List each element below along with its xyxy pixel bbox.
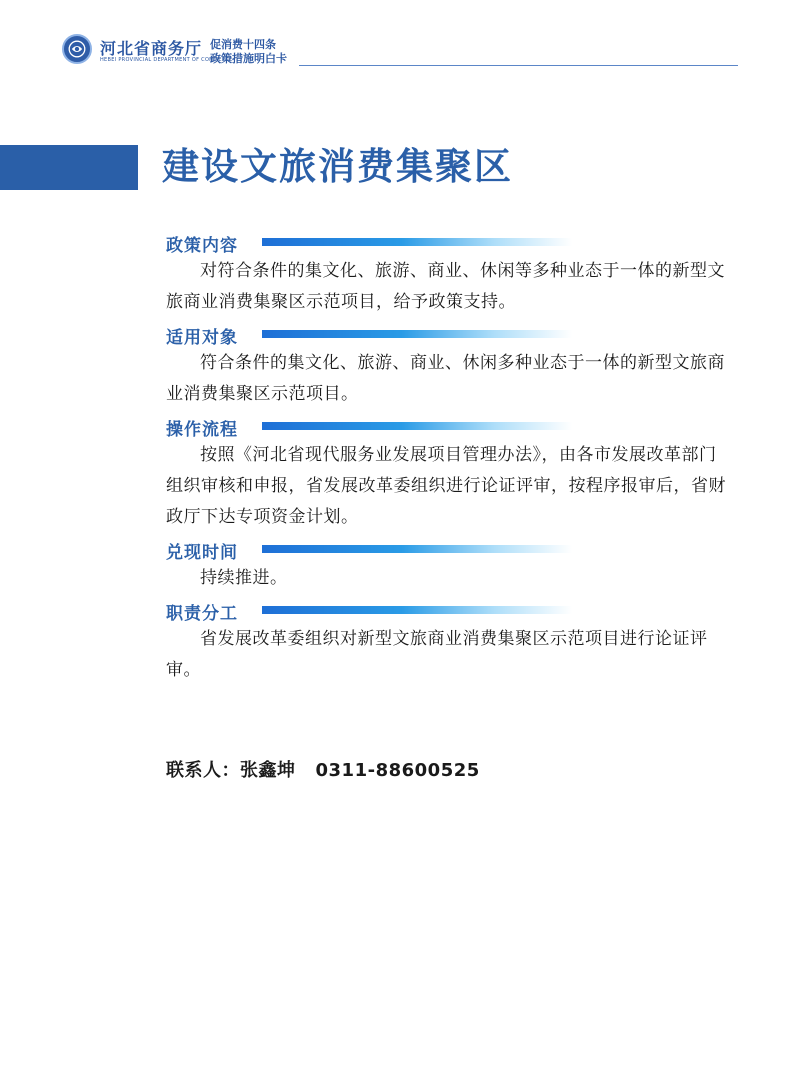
section-responsibilities [166, 596, 726, 686]
section-gradient-bar [262, 330, 572, 338]
section-body: 省发展改革委组织对新型文旅商业消费集聚区示范项目进行论证评审。 [166, 629, 708, 680]
tagline [210, 38, 287, 66]
section-gradient-bar [262, 545, 572, 553]
section-gradient-bar [262, 422, 572, 430]
section-operation-process [166, 412, 726, 533]
contact-info [166, 756, 480, 782]
section-body: 对符合条件的集文化、旅游、商业、休闲等多种业态于一体的新型文旅商业消费集聚区示范项目，给予政策支持。 [166, 261, 725, 312]
tagline-line-2: 政策措施明白卡 [210, 52, 287, 65]
section-title: 兑现时间 [166, 543, 238, 563]
section-header [166, 535, 726, 563]
section-header [166, 228, 726, 256]
section-body: 按照《河北省现代服务业发展项目管理办法》，由各市发展改革部门组织审核和申报，省发展改革委组织进行论证评审，按程序报审后，省财政厅下达专项资金计划。 [166, 445, 726, 527]
section-body: 符合条件的集文化、旅游、商业、休闲多种业态于一体的新型文旅商业消费集聚区示范项目。 [166, 353, 725, 404]
policy-content [166, 228, 726, 688]
section-applicable-objects [166, 320, 726, 410]
section-title: 职责分工 [166, 604, 238, 624]
page-header [62, 30, 738, 70]
section-gradient-bar [262, 606, 572, 614]
section-title: 操作流程 [166, 420, 238, 440]
section-fulfillment-time [166, 535, 726, 594]
contact-phone: 0311-88600525 [315, 760, 480, 781]
contact-person: 联系人：张鑫坤 [166, 760, 296, 781]
org-name-en: HEBEI PROVINCIAL DEPARTMENT OF COMMERCE [100, 57, 233, 63]
section-policy-content [166, 228, 726, 318]
header-divider [299, 65, 738, 66]
department-logo-icon [62, 34, 92, 64]
section-header [166, 596, 726, 624]
org-name: 河北省商务厅 [100, 39, 203, 58]
page-title: 建设文旅消费集聚区 [162, 145, 513, 188]
section-header [166, 320, 726, 348]
section-header [166, 412, 726, 440]
tagline-line-1: 促消费十四条 [210, 38, 276, 51]
title-accent-bar [0, 145, 138, 190]
section-body: 持续推进。 [200, 568, 288, 588]
section-title: 适用对象 [166, 328, 238, 348]
section-gradient-bar [262, 238, 572, 246]
section-title: 政策内容 [166, 236, 238, 256]
